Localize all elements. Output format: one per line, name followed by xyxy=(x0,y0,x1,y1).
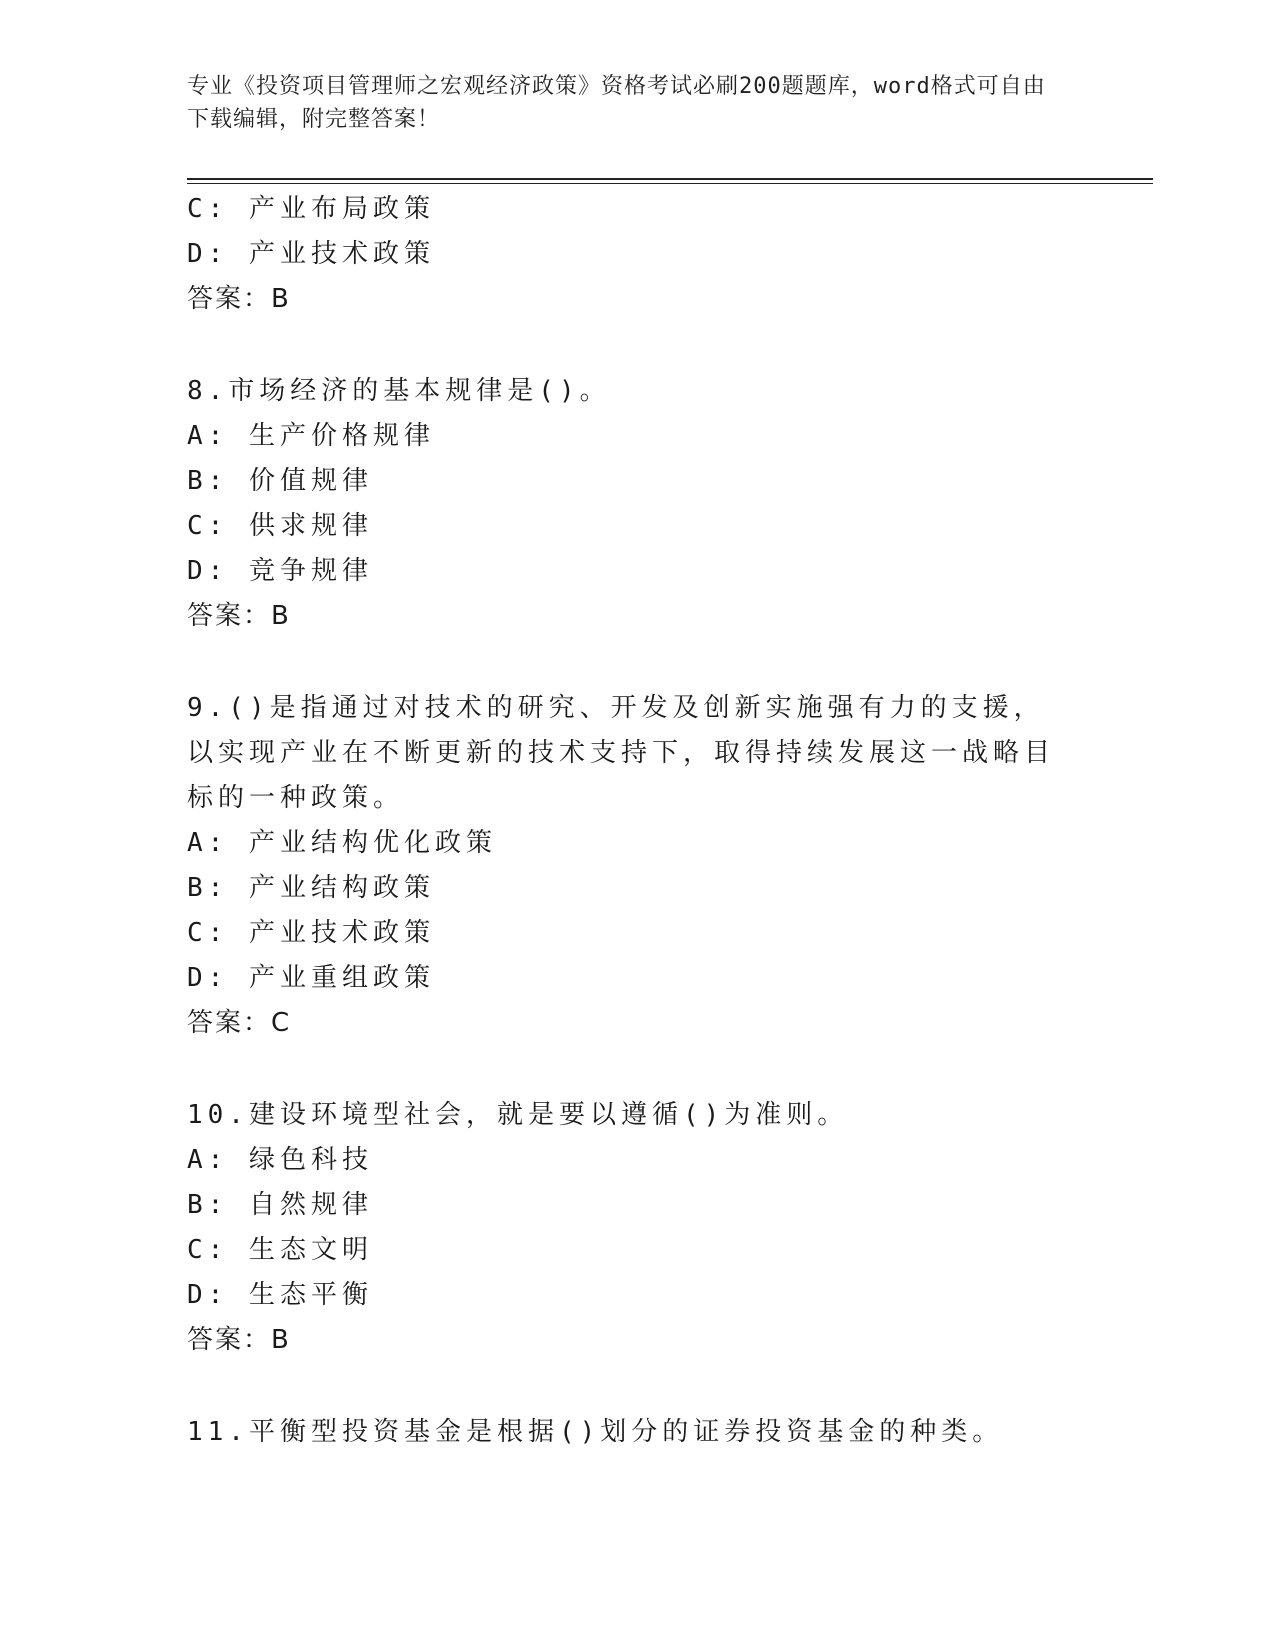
document-header: 专业《投资项目管理师之宏观经济政策》资格考试必刷200题题库，word格式可自由下载编辑，附完整答案！ xyxy=(187,74,1046,132)
option-d: D: 竞争规律 xyxy=(187,556,373,586)
question-10 xyxy=(187,1093,1067,1363)
option-c: C: 产业布局政策 xyxy=(187,194,435,224)
question-list xyxy=(187,187,1067,1455)
question-text: 10.建设环境型社会，就是要以遵循()为准则。 xyxy=(187,1100,849,1130)
option-c: C: 生态文明 xyxy=(187,1235,373,1265)
option-b: B: 价值规律 xyxy=(187,466,373,496)
question-11 xyxy=(187,1410,1067,1455)
option-d: D: 生态平衡 xyxy=(187,1280,373,1310)
question-text: 11.平衡型投资基金是根据()划分的证券投资基金的种类。 xyxy=(187,1417,1004,1447)
spacer xyxy=(187,639,1067,686)
answer: 答案：C xyxy=(187,1008,292,1038)
option-c: C: 供求规律 xyxy=(187,511,373,541)
option-c: C: 产业技术政策 xyxy=(187,918,435,948)
question-9 xyxy=(187,686,1067,1046)
header-rule-thin xyxy=(187,183,1153,184)
answer: 答案：B xyxy=(187,601,291,631)
option-a: A: 产业结构优化政策 xyxy=(187,828,497,858)
question-text: 8.市场经济的基本规律是()。 xyxy=(187,376,611,406)
option-b: B: 产业结构政策 xyxy=(187,873,435,903)
header-rule-thick xyxy=(187,178,1153,180)
answer: 答案：B xyxy=(187,1325,291,1355)
option-d: D: 产业重组政策 xyxy=(187,963,435,993)
option-d: D: 产业技术政策 xyxy=(187,239,435,269)
question-7-tail xyxy=(187,187,1067,322)
option-a: A: 生产价格规律 xyxy=(187,421,435,451)
question-text: 9.()是指通过对技术的研究、开发及创新实施强有力的支援，以实现产业在不断更新的技术支持下，取得持续发展这一战略目标的一种政策。 xyxy=(187,693,1056,813)
spacer xyxy=(187,1046,1067,1093)
spacer xyxy=(187,322,1067,369)
question-8 xyxy=(187,369,1067,639)
spacer xyxy=(187,1363,1067,1410)
option-a: A: 绿色科技 xyxy=(187,1145,373,1175)
answer: 答案：B xyxy=(187,284,291,314)
option-b: B: 自然规律 xyxy=(187,1190,373,1220)
